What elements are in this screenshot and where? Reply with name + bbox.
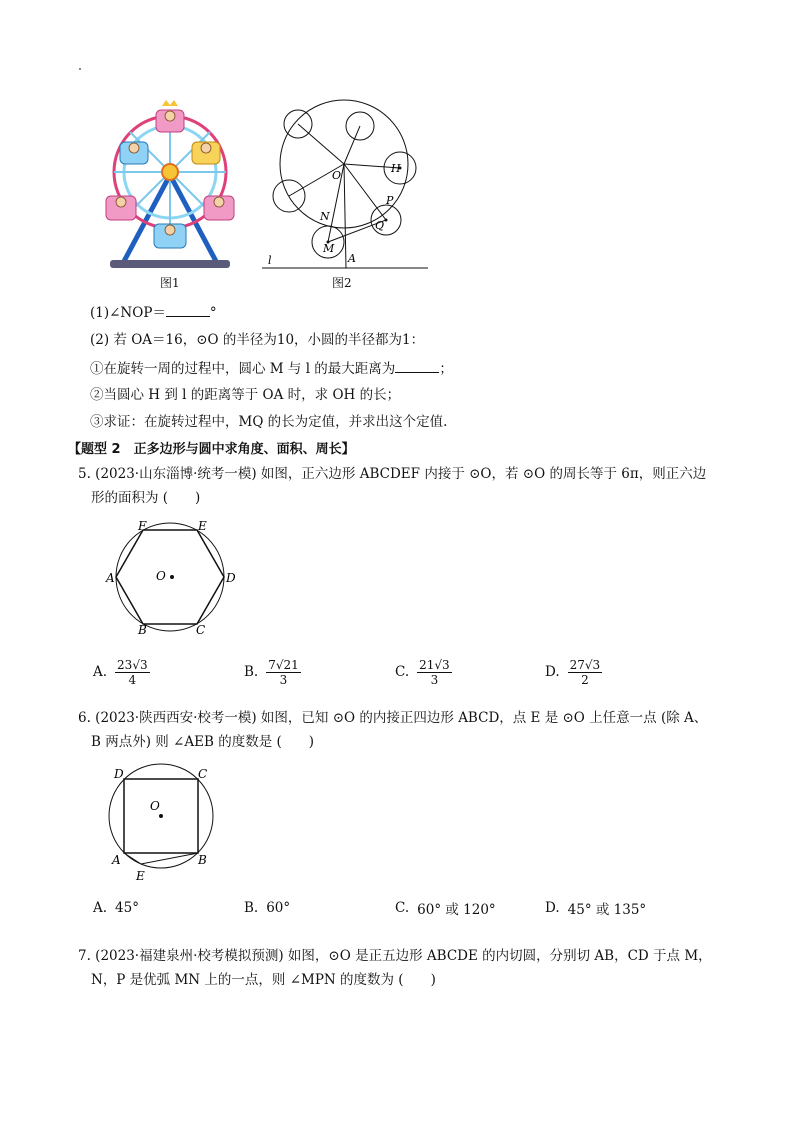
svg-text:M: M (323, 242, 335, 255)
q6-line1: 6. (2023·陕西西安·校考一模) 如图，已知 ⊙O 的内接正四边形 ABCD，点 E 是 ⊙O 上任意一点 (除 A、 (78, 710, 708, 726)
svg-text:D: D (226, 571, 236, 585)
svg-text:F: F (138, 519, 147, 533)
q6-option-c[interactable]: C. 60° 或 120° (395, 900, 496, 918)
ferris-base (110, 260, 230, 268)
crown-icon (162, 100, 178, 106)
q4-sub2: ②当圆心 H 到 l 的距离等于 OA 时，求 OH 的长； (90, 387, 401, 403)
q7-line2: N，P 是优弧 MN 上的一点，则 ∠MPN 的度数为 ( ) (91, 972, 436, 988)
svg-text:O: O (332, 169, 342, 182)
svg-text:P: P (386, 194, 394, 207)
q4-sub3: ③求证：在旋转过程中，MQ 的长为定值，并求出这个定值. (90, 414, 448, 430)
q5-figure-hexagon (104, 516, 244, 642)
svg-text:B: B (138, 623, 147, 637)
q6-option-a[interactable]: A. 45° (93, 900, 139, 916)
figure-1-ferris-wheel (100, 100, 240, 272)
q5-line2: 形的面积为 ( ) (91, 490, 201, 506)
q5-option-d[interactable]: D. $\frac{27√3}{2}$ (545, 657, 601, 687)
svg-text:C: C (198, 767, 208, 781)
svg-text:E: E (198, 519, 207, 533)
q5-line1: 5. (2023·山东淄博·统考一模) 如图，正六边形 ABCDEF 内接于 ⊙O，若 ⊙O 的周长等于 6π，则正六边 (78, 466, 707, 482)
q4-sub1-blank[interactable] (395, 358, 439, 373)
svg-text:E: E (136, 869, 145, 883)
q5-option-c[interactable]: C. $\frac{21√3}{3}$ (395, 657, 450, 687)
svg-text:A: A (106, 571, 115, 585)
section-heading-type2: 【题型 2 正多边形与圆中求角度、面积、周长】 (68, 442, 355, 457)
svg-text:A: A (348, 252, 356, 265)
svg-text:O: O (156, 569, 166, 583)
svg-text:H: H (391, 162, 401, 175)
page-mark (79, 68, 81, 70)
q5-option-b[interactable]: B. $\frac{7√21}{3}$ (244, 657, 299, 687)
svg-text:D: D (114, 767, 124, 781)
svg-text:O: O (150, 799, 160, 813)
figure-2-caption: 图2 (332, 276, 352, 290)
q4-part2: (2) 若 OA＝16，⊙O 的半径为10，小圆的半径都为1： (90, 332, 425, 348)
figure-1-caption: 图1 (160, 276, 180, 290)
q6-option-d[interactable]: D. 45° 或 135° (545, 900, 647, 918)
svg-text:B: B (198, 853, 207, 867)
q6-options (93, 888, 733, 928)
q5-option-a[interactable]: A. $\frac{23√3}{4}$ (93, 657, 148, 687)
svg-text:Q: Q (375, 219, 385, 232)
q4-sub1: ①在旋转一周的过程中，圆心 M 与 l 的最大距离为 ； (90, 358, 453, 379)
svg-text:C: C (196, 623, 206, 637)
q7-line1: 7. (2023·福建泉州·校考模拟预测) 如图，⊙O 是正五边形 ABCDE 的内切圆，分别切 AB，CD 于点 M， (78, 948, 712, 964)
segments-AEB (124, 853, 198, 864)
q6-option-b[interactable]: B. 60° (244, 900, 291, 916)
question-6 (78, 706, 718, 754)
q6-line2: B 两点外) 则 ∠AEB 的度数是 ( ) (91, 734, 315, 750)
svg-text:A: A (112, 853, 121, 867)
q4-part1-blank[interactable] (166, 302, 210, 317)
ferris-hub (162, 164, 178, 180)
q4-part1: (1)∠NOP＝ ° (90, 302, 217, 323)
question-7 (78, 944, 718, 992)
svg-text:N: N (320, 210, 330, 223)
question-5 (78, 462, 718, 510)
svg-text:l: l (268, 254, 272, 267)
q5-options (93, 652, 733, 692)
figure-2-diagram (256, 96, 436, 276)
q6-figure-square (104, 760, 224, 886)
